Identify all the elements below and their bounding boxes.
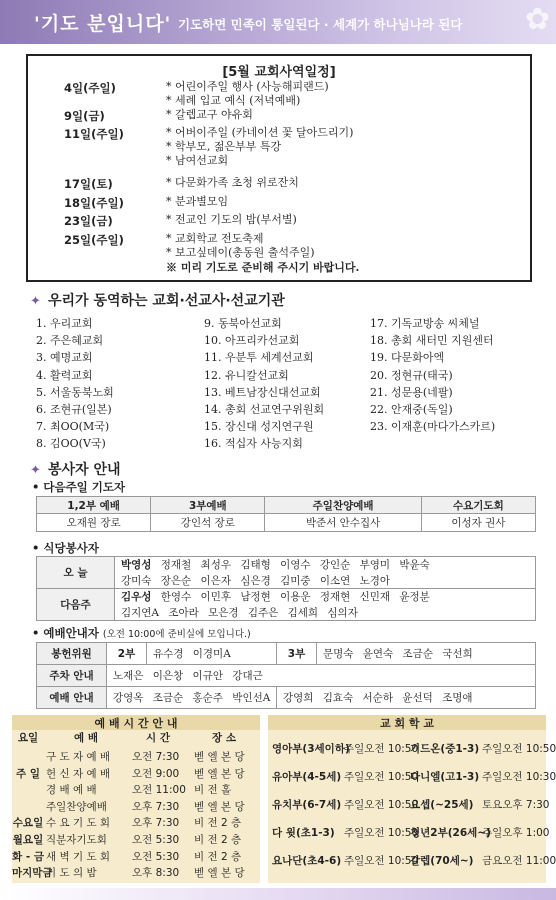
service-day: 월요일 bbox=[12, 834, 44, 846]
partner-item: 15. 장신대 성지연구원 bbox=[204, 420, 314, 434]
school-time: 주일오후 1:00 bbox=[482, 827, 550, 839]
schedule-item: * 다문화가족 초청 위로잔치 bbox=[166, 176, 299, 189]
partner-item: 8. 김OO(V국) bbox=[36, 437, 106, 451]
school-time: 주일오전 10:50 bbox=[482, 743, 556, 755]
footer-strip bbox=[0, 888, 556, 900]
usher-names: 유수경 이경미A bbox=[147, 643, 277, 665]
schedule-day: 4일(주일) bbox=[64, 81, 116, 95]
service-name: 수 요 기 도 회 bbox=[46, 817, 111, 830]
partner-item: 13. 베트남장신대선교회 bbox=[204, 385, 321, 399]
partner-item: 3. 예명교회 bbox=[36, 351, 93, 365]
kitchen-names: 김지연A 조아라 모은경 김주은 김세희 심의자 bbox=[115, 605, 536, 621]
prayer-cell: 이성자 권사 bbox=[421, 514, 535, 532]
schedule-item: * 학부모, 젊은부부 특강 bbox=[166, 140, 282, 153]
schedule-item: * 전교인 기도의 밤(부서별) bbox=[166, 213, 297, 226]
school-dept: 다 윗(초1-3) bbox=[272, 827, 335, 839]
kitchen-names: 강미숙 장은순 이은자 심은경 김미중 이소연 노경아 bbox=[115, 573, 536, 589]
schedule-day: 11일(주일) bbox=[64, 127, 124, 141]
kitchen-names: 박영성 정재철 최성우 김태형 이영수 강인순 부영미 박윤숙 bbox=[115, 557, 536, 573]
service-name: 주일찬양예배 bbox=[46, 800, 107, 813]
kitchen-label: 다음주 bbox=[37, 589, 115, 621]
service-header-row: 요일 예 배 시 간 장 소 bbox=[17, 732, 236, 744]
partners-column-1 bbox=[36, 315, 114, 453]
schedule-title: [5월 교회사역일정] bbox=[222, 65, 336, 80]
prayer-cell: 박준서 안수집사 bbox=[265, 514, 421, 532]
prayer-header: 1,2부 예배 bbox=[37, 497, 151, 514]
usher-subheading: • 예배안내자 (오전 10:00에 준비실에 모입니다.) bbox=[32, 626, 251, 640]
usher-label: 봉헌위원 bbox=[37, 643, 107, 665]
school-time: 주일오전 10:50 bbox=[344, 771, 419, 783]
schedule-item: * 갈렙교구 야유회 bbox=[166, 108, 253, 121]
school-time: 주일오전 10:50 bbox=[344, 827, 419, 839]
partner-item: 19. 다문화아엑 bbox=[370, 351, 445, 365]
usher-names: 문명숙 윤연숙 조금순 국선희 bbox=[317, 643, 536, 665]
kitchen-subheading: • 식당봉사자 bbox=[32, 541, 99, 555]
service-time: 오후 7:30 bbox=[132, 817, 180, 830]
service-name: 새 벽 기 도 회 bbox=[46, 850, 111, 863]
service-place: 비 전 홀 bbox=[194, 784, 232, 797]
partner-item: 16. 적십자 사능지회 bbox=[204, 437, 303, 451]
partner-item: 17. 기독교방송 씨체널 bbox=[370, 317, 480, 330]
header-banner bbox=[0, 0, 556, 44]
service-name: 헌 신 자 예 배 bbox=[46, 767, 111, 780]
service-day: 수요일 bbox=[12, 817, 44, 830]
usher-part: 2부 bbox=[107, 643, 147, 665]
partner-item: 22. 안재중(독일) bbox=[370, 403, 453, 417]
partner-item: 4. 활력교회 bbox=[36, 368, 93, 382]
schedule-day: 25일(주일) bbox=[64, 233, 124, 247]
partner-item: 11. 우분투 세계선교회 bbox=[204, 351, 314, 365]
service-day: 화 - 금 bbox=[12, 850, 44, 863]
school-time: 금요오전 11:00 bbox=[482, 855, 556, 867]
usher-label: 예배 안내 bbox=[37, 687, 107, 709]
school-dept: 청년2부(26세~) bbox=[410, 827, 491, 839]
service-place: 벧 엘 본 당 bbox=[194, 800, 245, 813]
schedule-note: ※ 미리 기도로 준비해 주시기 바랍니다. bbox=[166, 261, 360, 274]
partner-item: 5. 서울동북노회 bbox=[36, 385, 114, 399]
school-dept: 영아부(3세이하) bbox=[272, 743, 350, 755]
church-school-title: 교 회 학 교 bbox=[268, 715, 546, 730]
school-dept: 요셉(~25세) bbox=[410, 799, 474, 811]
service-time: 오전 11:00 bbox=[132, 784, 186, 797]
service-name: 직분자기도회 bbox=[46, 834, 107, 846]
service-times-title: 예 배 시 간 안 내 bbox=[12, 715, 260, 730]
partner-item: 20. 정현규(태국) bbox=[370, 368, 453, 382]
church-school-box bbox=[268, 715, 556, 883]
sparkle-icon: ✦ bbox=[30, 294, 41, 309]
usher-part: 3부 bbox=[277, 643, 317, 665]
school-dept: 다니엘(고1-3) bbox=[410, 771, 480, 783]
partner-item: 14. 총회 선교연구위원회 bbox=[204, 403, 325, 417]
prayer-subheading: • 다음주일 기도자 bbox=[32, 480, 126, 494]
school-dept: 갈렙(70세~) bbox=[410, 855, 474, 867]
school-dept: 기드온(중1-3) bbox=[410, 743, 480, 755]
schedule-item: * 남여선교회 bbox=[166, 154, 229, 167]
schedule-item: * 어린이주일 행사 (사능해피랜드) bbox=[166, 80, 329, 93]
schedule-day: 17일(토) bbox=[64, 177, 113, 191]
schedule-item: * 어버이주일 (카네이션 꽃 달아드리기) bbox=[166, 126, 354, 139]
service-place: 비 전 2 층 bbox=[194, 850, 242, 863]
service-name: 구 도 자 예 배 bbox=[46, 751, 111, 763]
kitchen-table bbox=[36, 556, 536, 621]
banner-motto: 기도하면 민족이 통일된다 · 세계가 하나님나라 된다 bbox=[178, 17, 463, 32]
flower-icon: ✿ bbox=[524, 2, 550, 37]
school-dept: 유치부(6-7세) bbox=[272, 799, 342, 811]
prayer-table bbox=[36, 496, 536, 532]
service-place: 벧 엘 본 당 bbox=[194, 751, 245, 763]
service-times-box bbox=[12, 715, 260, 883]
partners-column-3 bbox=[370, 315, 495, 435]
prayer-cell: 강인석 장로 bbox=[151, 514, 265, 532]
service-place: 비 전 2 층 bbox=[194, 817, 242, 830]
service-day: 마지막금 bbox=[12, 867, 53, 880]
volunteers-heading: ✦ 봉사자 안내 bbox=[30, 462, 121, 478]
service-time: 오전 9:00 bbox=[132, 767, 180, 780]
school-time: 주일오전 10:30 bbox=[482, 771, 556, 783]
prayer-header: 주일찬양예배 bbox=[265, 497, 421, 514]
usher-label: 주차 안내 bbox=[37, 665, 107, 687]
service-name: 기 도 의 밤 bbox=[46, 867, 97, 880]
service-place: 벧 엘 본 당 bbox=[194, 767, 245, 780]
school-time: 주일오전 10:50 bbox=[344, 855, 419, 867]
school-time: 주일오전 10:50 bbox=[344, 799, 419, 811]
partner-item: 23. 이재훈(마다가스카르) bbox=[370, 420, 496, 434]
service-time: 오전 5:30 bbox=[132, 834, 180, 846]
kitchen-label: 오 늘 bbox=[37, 557, 115, 589]
banner-title: '기도 분입니다' bbox=[34, 13, 172, 35]
schedule-day: 23일(금) bbox=[64, 214, 113, 228]
service-time: 오후 7:30 bbox=[132, 800, 180, 813]
service-time: 오전 7:30 bbox=[132, 751, 180, 763]
school-time: 토요오후 7:30 bbox=[482, 799, 550, 811]
sparkle-icon: ✦ bbox=[30, 463, 41, 478]
prayer-header: 수요기도회 bbox=[421, 497, 535, 514]
usher-names: 노재은 이은창 이규안 강대근 bbox=[107, 665, 536, 687]
schedule-item: * 분과별모임 bbox=[166, 195, 229, 208]
prayer-cell: 오재원 장로 bbox=[37, 514, 151, 532]
partner-item: 10. 아프리카선교회 bbox=[204, 334, 300, 348]
partner-item: 21. 성문용(네팔) bbox=[370, 385, 453, 399]
schedule-day: 18일(주일) bbox=[64, 196, 124, 210]
school-dept: 요나단(초4-6) bbox=[272, 855, 342, 867]
partner-item: 9. 동북아선교회 bbox=[204, 317, 282, 330]
service-place: 벧 엘 본 당 bbox=[194, 867, 245, 880]
service-name: 경 배 예 배 bbox=[46, 784, 97, 797]
partner-item: 12. 유니칼선교회 bbox=[204, 368, 289, 382]
kitchen-names: 김우성 한영수 이민후 남정현 이용운 정재현 신민재 윤정분 bbox=[115, 589, 536, 605]
may-schedule-box bbox=[26, 54, 532, 282]
prayer-header: 3부예배 bbox=[151, 497, 265, 514]
partner-item: 2. 주은혜교회 bbox=[36, 334, 104, 348]
service-day: 주 일 bbox=[16, 767, 40, 780]
usher-table bbox=[36, 642, 536, 709]
schedule-item: * 보고싶데이(총동원 출석주일) bbox=[166, 246, 315, 259]
service-place: 비 전 2 층 bbox=[194, 834, 242, 846]
schedule-item: * 교회학교 전도축제 bbox=[166, 232, 264, 245]
schedule-item: * 세례 입교 예식 (저녁예배) bbox=[166, 94, 301, 107]
schedule-day: 9일(금) bbox=[64, 109, 105, 123]
partner-item: 1. 우리교회 bbox=[36, 317, 93, 330]
school-dept: 유아부(4-5세) bbox=[272, 771, 342, 783]
partner-item: 7. 최OO(M국) bbox=[36, 420, 110, 434]
partners-column-2 bbox=[204, 315, 324, 453]
partner-item: 6. 조현규(일본) bbox=[36, 403, 112, 417]
service-time: 오전 5:30 bbox=[132, 850, 180, 863]
service-time: 오후 8:30 bbox=[132, 867, 180, 880]
usher-names: 강영희 김효숙 서순하 윤선덕 조명애 bbox=[277, 687, 536, 709]
partner-item: 18. 총회 새터민 지원센터 bbox=[370, 334, 494, 348]
partners-heading: ✦ 우리가 동역하는 교회·선교사·선교기관 bbox=[30, 293, 285, 309]
usher-names: 강영옥 조금순 홍순주 박인선A bbox=[107, 687, 277, 709]
school-time: 주일오전 10:50 bbox=[344, 743, 419, 755]
